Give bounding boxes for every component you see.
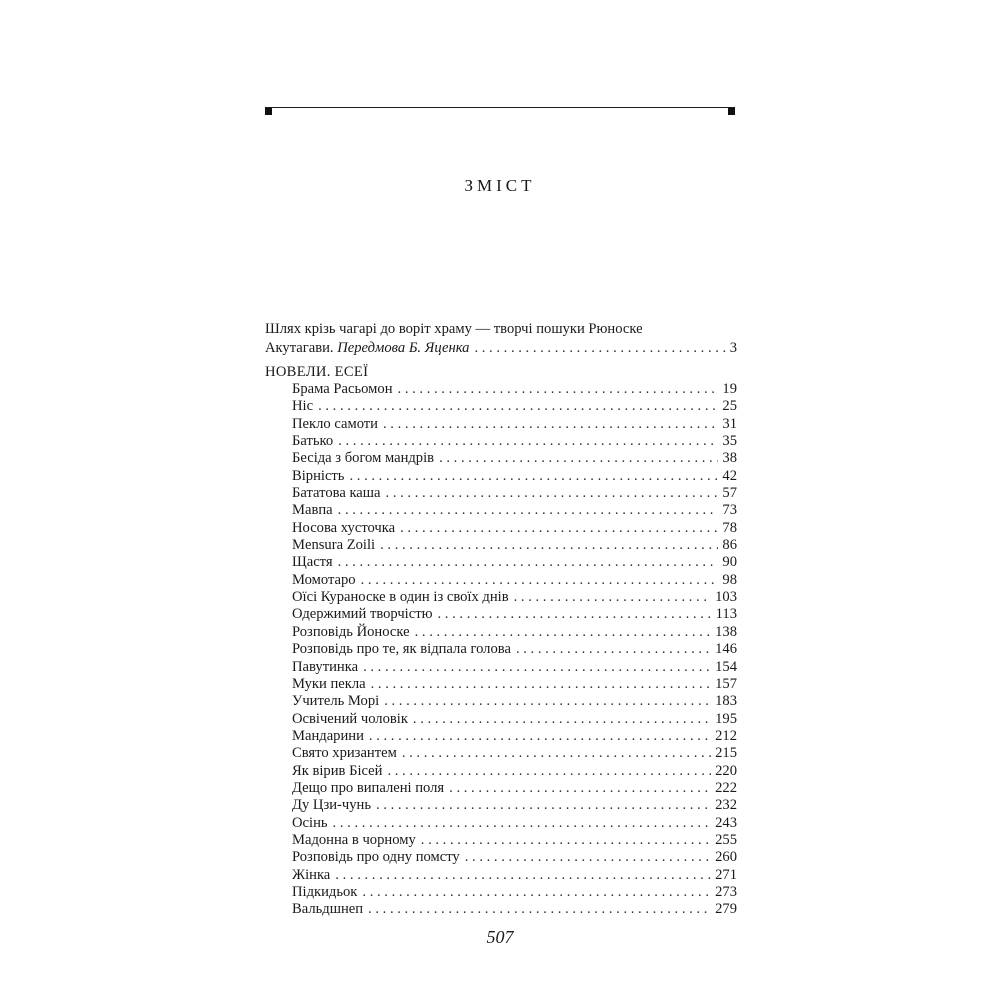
toc-entry <box>292 797 737 814</box>
entry-title: Момотаро <box>292 571 356 588</box>
section-heading: НОВЕЛИ. ЕСЕЇ <box>265 364 369 380</box>
page-number: 42 <box>722 467 737 484</box>
entry-title: Пекло самоти <box>292 415 378 432</box>
page-number-footer: 507 <box>486 927 514 947</box>
entry-title: Розповідь про одну помсту <box>292 849 460 866</box>
toc-entry <box>292 832 737 849</box>
page-number: 57 <box>722 485 737 502</box>
entry-title: Мавпа <box>292 502 333 519</box>
toc-entry <box>292 728 737 745</box>
toc-entry <box>292 901 737 918</box>
entry-title: Вірність <box>292 467 345 484</box>
toc-entry <box>292 763 737 780</box>
page-number: 98 <box>722 571 737 588</box>
dot-leader <box>362 884 711 901</box>
page-number: 157 <box>715 675 737 692</box>
page-number: 86 <box>722 537 737 554</box>
entry-title: Носова хусточка <box>292 519 396 536</box>
entry-title: Ніс <box>292 398 314 415</box>
page-number: 212 <box>715 727 737 744</box>
toc-entry <box>292 433 737 450</box>
entry-title: Брама Расьомон <box>292 381 393 397</box>
entry-title: Ду Цзи-чунь <box>292 797 371 814</box>
entry-title: Mensura Zoili <box>292 537 376 554</box>
entry-title: Мандарини <box>292 727 364 744</box>
page-number: 273 <box>715 883 737 900</box>
page-number: 3 <box>729 340 737 356</box>
dot-leader <box>474 339 725 357</box>
entry-title: Дещо про випалені поля <box>292 779 445 796</box>
page-number: 113 <box>715 606 737 623</box>
toc-entry <box>292 468 737 485</box>
dot-leader <box>415 624 712 641</box>
toc-entry <box>292 485 737 502</box>
page-number: 260 <box>715 849 737 866</box>
toc-entry <box>292 572 737 589</box>
entry-title: Вальдшнеп <box>292 901 364 918</box>
dot-leader <box>438 606 712 623</box>
entry-title: Учитель Морі <box>292 693 380 710</box>
dot-leader <box>363 659 711 676</box>
toc-entry <box>292 502 737 519</box>
entry-title: Розповідь про те, як відпала голова <box>292 641 511 658</box>
page-number: 19 <box>722 381 737 397</box>
dot-leader <box>361 572 719 589</box>
toc-entry <box>292 554 737 571</box>
dot-leader <box>449 780 711 797</box>
dot-leader <box>514 589 712 606</box>
page-number: 138 <box>715 623 737 640</box>
page-number: 215 <box>715 745 737 762</box>
header-square-left <box>265 108 272 115</box>
dot-leader <box>400 520 718 537</box>
toc-entries <box>265 381 737 919</box>
page-number: 183 <box>715 693 737 710</box>
dot-leader <box>439 450 718 467</box>
toc-entry <box>292 745 737 762</box>
toc-entry <box>292 606 737 623</box>
dot-leader <box>349 468 718 485</box>
page-number: 255 <box>715 831 737 848</box>
toc-entry <box>292 416 737 433</box>
toc-entry <box>292 693 737 710</box>
entry-title: Павутинка <box>292 658 359 675</box>
entry-title: Оїсі Кураноске в один із своїх днів <box>292 589 509 606</box>
preface-entry <box>265 339 737 357</box>
dot-leader <box>333 815 712 832</box>
entry-title: Бататова каша <box>292 485 381 502</box>
preface-author: Передмова Б. Яценка <box>337 340 470 356</box>
dot-leader <box>413 711 711 728</box>
toc-entry <box>292 398 737 415</box>
entry-title: Жінка <box>292 866 331 883</box>
dot-leader <box>338 554 719 571</box>
entry-title: Осінь <box>292 814 328 831</box>
entry-title: Як вірив Бісей <box>292 762 383 779</box>
page-number: 154 <box>715 658 737 675</box>
entry-title: Муки пекла <box>292 675 366 692</box>
toc-entry <box>292 815 737 832</box>
dot-leader <box>371 676 712 693</box>
page-number: 279 <box>715 901 737 918</box>
page-number: 222 <box>715 779 737 796</box>
dot-leader <box>335 867 711 884</box>
page-number: 73 <box>722 502 737 519</box>
dot-leader <box>338 433 718 450</box>
dot-leader <box>338 502 719 519</box>
page-number: 38 <box>722 450 737 467</box>
page-number: 232 <box>715 797 737 814</box>
toc-entry <box>292 520 737 537</box>
page-number: 78 <box>722 519 737 536</box>
page-number: 31 <box>722 415 737 432</box>
header-rule <box>265 107 735 108</box>
page-number: 103 <box>715 589 737 606</box>
entry-title: Розповідь Йоноске <box>292 623 410 640</box>
dot-leader <box>384 693 711 710</box>
dot-leader <box>368 901 711 918</box>
toc-entry <box>292 849 737 866</box>
toc-entry <box>292 641 737 658</box>
table-of-contents <box>265 319 737 919</box>
dot-leader <box>380 537 718 554</box>
toc-entry <box>292 589 737 606</box>
dot-leader <box>376 797 711 814</box>
toc-entry <box>292 780 737 797</box>
entry-title: Одержимий творчістю <box>292 606 433 623</box>
toc-entry <box>292 659 737 676</box>
entry-title: Мадонна в чорному <box>292 831 416 848</box>
toc-entry <box>292 624 737 641</box>
toc-entry <box>292 867 737 884</box>
dot-leader <box>383 416 718 433</box>
page-number: 243 <box>715 814 737 831</box>
header-square-right <box>728 108 735 115</box>
entry-title: Бесіда з богом мандрів <box>292 450 435 467</box>
dot-leader <box>402 745 711 762</box>
toc-entry <box>292 711 737 728</box>
dot-leader <box>387 763 711 780</box>
dot-leader <box>386 485 719 502</box>
dot-leader <box>369 728 711 745</box>
dot-leader <box>465 849 711 866</box>
toc-entry <box>292 537 737 554</box>
dot-leader <box>421 832 711 849</box>
dot-leader <box>318 398 718 415</box>
page-number: 146 <box>715 641 737 658</box>
preface-title-line2: Акутагави. Передмова Б. Яценка <box>265 340 470 356</box>
toc-entry <box>292 884 737 901</box>
entry-title: Підкидьок <box>292 883 358 900</box>
toc-entry <box>292 676 737 693</box>
dot-leader <box>516 641 711 658</box>
page-title: ЗМІСТ <box>464 176 536 195</box>
toc-entry <box>292 450 737 467</box>
entry-title: Свято хризантем <box>292 745 397 762</box>
page-number: 195 <box>715 710 737 727</box>
entry-title: Щастя <box>292 554 333 571</box>
entry-title: Освічений чоловік <box>292 710 408 727</box>
page-number: 35 <box>722 433 737 450</box>
page-number: 90 <box>722 554 737 571</box>
preface-title-line1: Шлях крізь чагарі до воріт храму — творчі пошуки Рюноске <box>265 321 643 337</box>
page-number: 271 <box>715 866 737 883</box>
page-number: 25 <box>722 398 737 415</box>
toc-entry <box>292 381 737 398</box>
entry-title: Батько <box>292 433 334 450</box>
page-number: 220 <box>715 762 737 779</box>
dot-leader <box>398 381 719 398</box>
